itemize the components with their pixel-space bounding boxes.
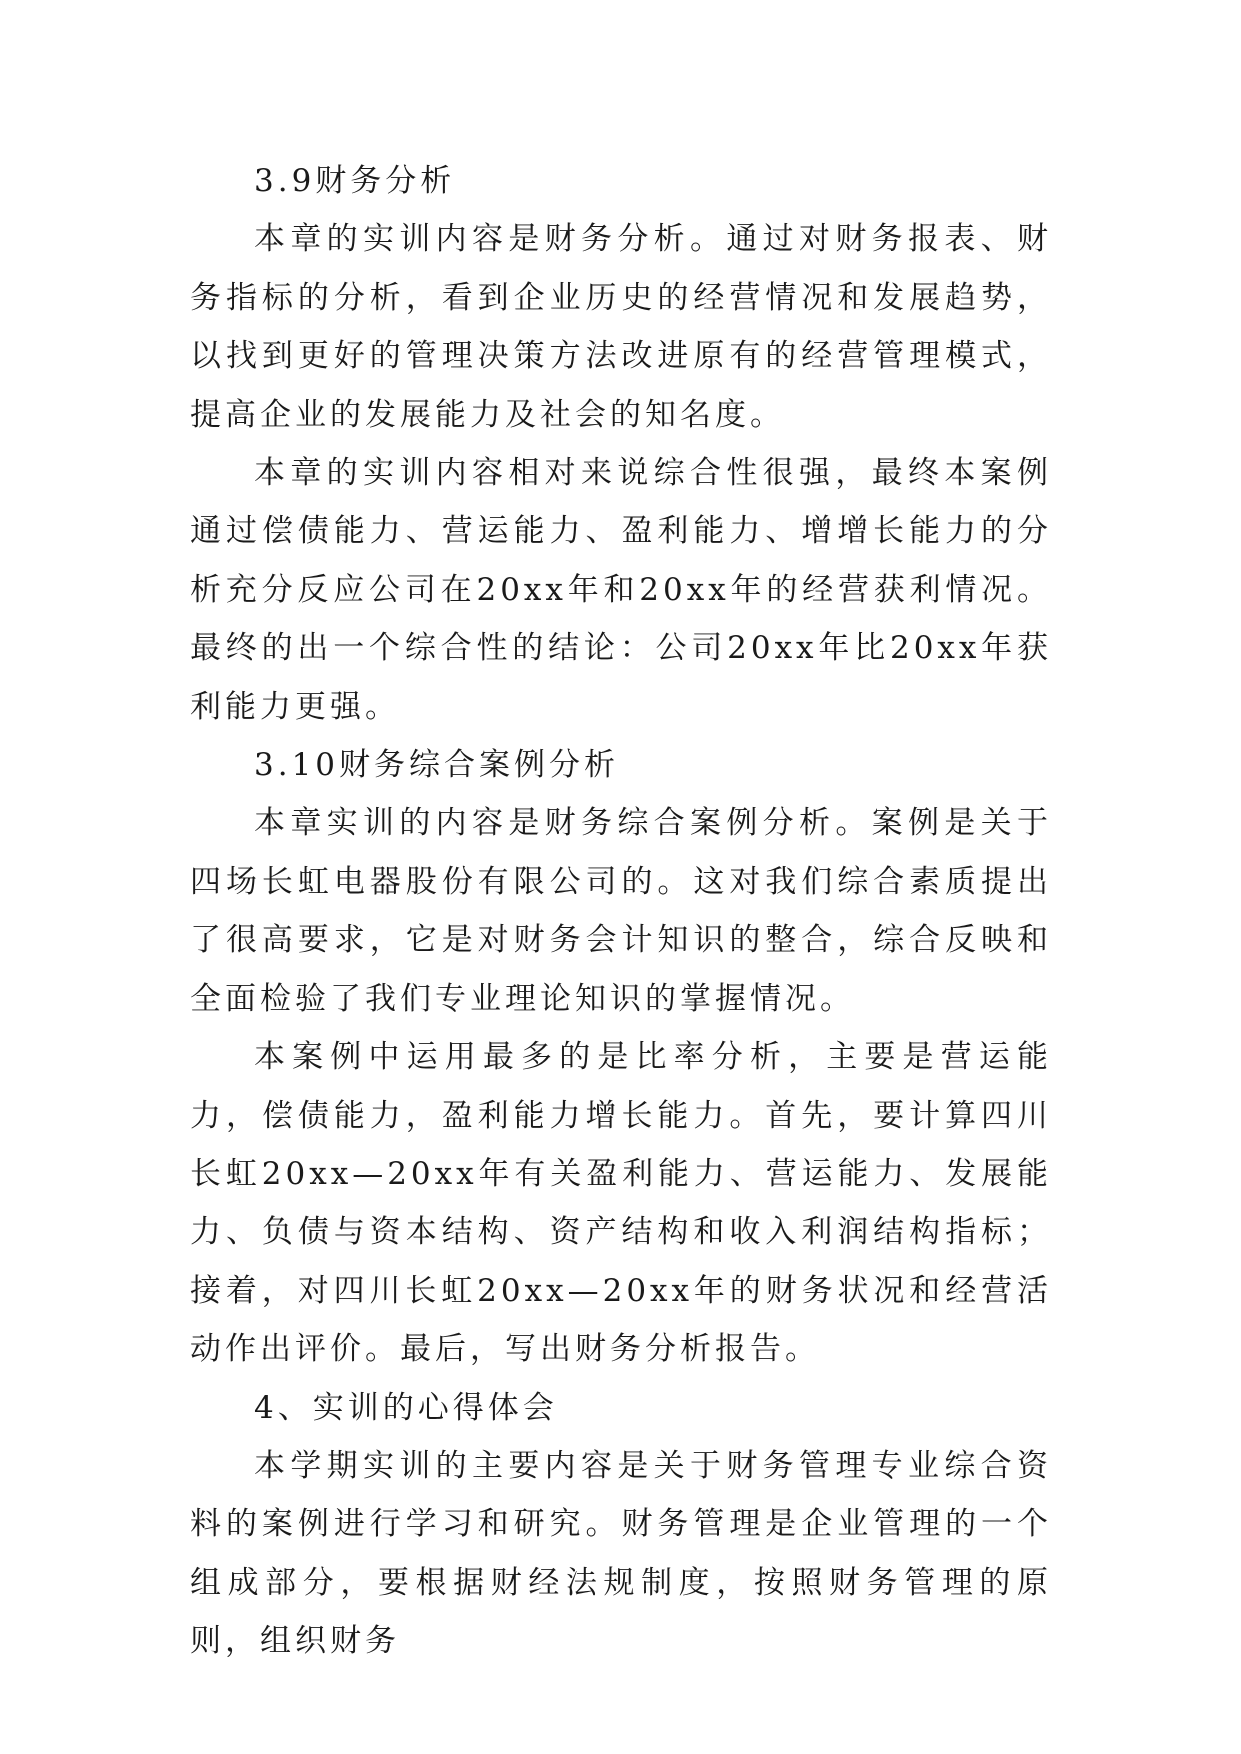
paragraph-case-analysis-intro: 本章实训的内容是财务综合案例分析。案例是关于四场长虹电器股份有限公司的。这对我们综合素质提出了很高要求，它是对财务会计知识的整合，综合反映和全面检验了我们专业理论知识的掌握情况。 [190, 805, 1052, 1017]
paragraph-financial-analysis-intro: 本章的实训内容是财务分析。通过对财务报表、财务指标的分析，看到企业历史的经营情况和发展趋势，以找到更好的管理决策方法改进原有的经营管理模式，提高企业的发展能力及社会的知名度。 [190, 221, 1052, 433]
document-body [190, 152, 1052, 1671]
paragraph-ratio-analysis: 本案例中运用最多的是比率分析，主要是营运能力，偿债能力，盈利能力增长能力。首先，要计算四川长虹20xx—20xx年有关盈利能力、营运能力、发展能力、负债与资本结构、资产结构和收入利润结构指标；接着，对四川长虹20xx—20xx年的财务状况和经营活动作出评价。最后，写出财务分析报告。 [190, 1039, 1052, 1368]
section-heading-3-10: 3.10财务综合案例分析 [254, 747, 620, 784]
section-heading-3-9: 3.9财务分析 [254, 163, 456, 199]
paragraph-financial-analysis-conclusion: 本章的实训内容相对来说综合性很强，最终本案例通过偿债能力、营运能力、盈利能力、增增长能力的分析充分反应公司在20xx年和20xx年的经营获利情况。最终的出一个综合性的结论：公司20xx年比20xx年获利能力更强。 [190, 455, 1052, 725]
section-heading-4: 4、实训的心得体会 [254, 1389, 558, 1426]
paragraph-training-reflection: 本学期实训的主要内容是关于财务管理专业综合资料的案例进行学习和研究。财务管理是企业管理的一个组成部分，要根据财经法规制度，按照财务管理的原则，组织财务 [190, 1447, 1052, 1660]
